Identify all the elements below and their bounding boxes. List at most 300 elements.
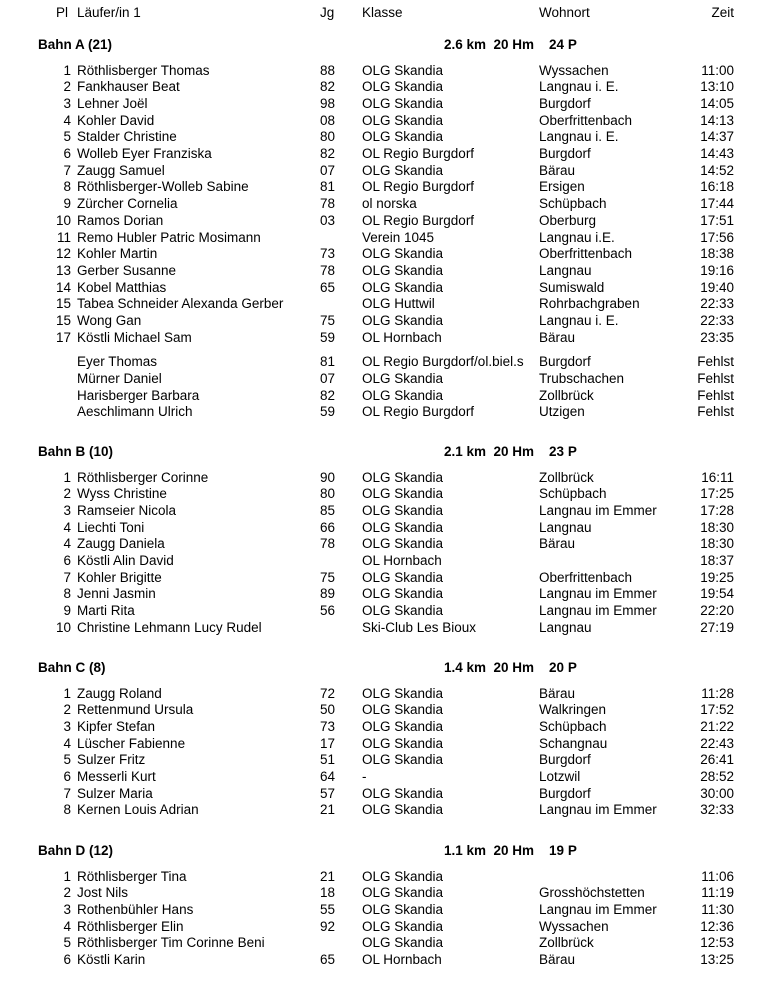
club: OLG Skandia <box>362 868 444 884</box>
birth-year: 50 <box>320 702 336 718</box>
placing: 2 <box>63 702 71 718</box>
result-row <box>0 951 778 968</box>
finish-time: 22:43 <box>700 735 734 751</box>
runner-name: Zaugg Roland <box>77 685 162 701</box>
result-row <box>0 502 778 519</box>
result-row <box>0 212 778 229</box>
runner-name: Sulzer Maria <box>77 785 153 801</box>
hometown: Rohrbachgraben <box>539 296 640 312</box>
placing: 4 <box>63 536 71 552</box>
placing: 1 <box>63 62 71 78</box>
result-row <box>0 387 778 404</box>
birth-year: 78 <box>320 262 336 278</box>
hometown: Langnau im Emmer <box>539 502 657 518</box>
runner-name: Eyer Thomas <box>77 354 158 370</box>
placing: 3 <box>63 502 71 518</box>
result-row <box>0 768 778 785</box>
result-row <box>0 751 778 768</box>
runner-name: Rothenbühler Hans <box>77 901 194 917</box>
club: OLG Skandia <box>362 79 444 95</box>
result-row <box>0 162 778 179</box>
finish-time: 30:00 <box>700 785 734 801</box>
result-row <box>0 178 778 195</box>
section-title: Bahn A (21) <box>38 37 113 52</box>
result-row <box>0 868 778 885</box>
hometown: Burgdorf <box>539 95 591 111</box>
finish-time: 32:33 <box>700 802 734 818</box>
club: OL Hornbach <box>362 329 442 345</box>
finish-time: 17:44 <box>700 196 734 212</box>
result-row <box>0 128 778 145</box>
finish-time: 14:37 <box>700 129 734 145</box>
finish-time: 13:25 <box>700 952 734 967</box>
placing: 5 <box>63 935 71 951</box>
finish-time: 11:19 <box>701 885 734 901</box>
hometown: Burgdorf <box>539 752 591 768</box>
placing: 2 <box>63 79 71 95</box>
birth-year: 81 <box>320 179 336 195</box>
finish-time: 19:16 <box>700 262 734 278</box>
placing: 6 <box>63 553 71 568</box>
runner-name: Köstli Michael Sam <box>77 329 192 345</box>
hometown: Wyssachen <box>539 62 609 78</box>
result-row <box>0 245 778 262</box>
hometown: Bärau <box>539 536 576 552</box>
birth-year: 55 <box>320 901 336 917</box>
section-heading <box>0 842 778 859</box>
birth-year: 18 <box>320 885 336 901</box>
result-row <box>0 403 778 420</box>
birth-year: 65 <box>320 279 336 295</box>
finish-time: 19:25 <box>700 569 734 585</box>
placing: 12 <box>55 246 71 262</box>
runner-name: Gerber Susanne <box>77 262 177 278</box>
section-heading <box>0 36 778 53</box>
runner-name: Zaugg Daniela <box>77 536 165 552</box>
runner-name: Stalder Christine <box>77 129 177 145</box>
runner-name: Sulzer Fritz <box>77 752 146 768</box>
placing: 10 <box>55 212 71 228</box>
hometown: Lotzwil <box>539 769 581 784</box>
placing: 14 <box>55 279 71 295</box>
placing: 2 <box>63 885 71 901</box>
placing: 8 <box>63 179 71 195</box>
club: OLG Skandia <box>362 279 444 295</box>
birth-year: 75 <box>320 569 336 585</box>
birth-year: 59 <box>320 329 336 345</box>
club: Ski-Club Les Bioux <box>362 619 477 635</box>
hometown: Trubschachen <box>539 370 625 386</box>
result-row <box>0 370 778 387</box>
finish-time: 23:35 <box>700 329 734 345</box>
finish-time: 11:06 <box>701 868 734 884</box>
finish-time: 22:33 <box>700 296 734 312</box>
result-row <box>0 295 778 312</box>
result-row <box>0 95 778 112</box>
club: OLG Skandia <box>362 702 444 718</box>
runner-name: Zürcher Cornelia <box>77 196 178 212</box>
placing: 11 <box>56 229 71 245</box>
finish-time: 27:19 <box>700 619 734 635</box>
hometown: Bärau <box>539 685 576 701</box>
section-course-info: 1.4 km 20 Hm 20 P <box>444 660 577 675</box>
hometown: Burgdorf <box>539 354 591 370</box>
runner-name: Wolleb Eyer Franziska <box>77 146 212 161</box>
club: OLG Skandia <box>362 62 444 78</box>
hometown: Oberfrittenbach <box>539 569 633 585</box>
club: OLG Skandia <box>362 129 444 145</box>
placing: 6 <box>63 146 71 161</box>
finish-time: 16:11 <box>701 469 734 485</box>
runner-name: Röthlisberger Elin <box>77 918 184 934</box>
club: OLG Skandia <box>362 387 444 403</box>
club: OLG Skandia <box>362 603 444 619</box>
hometown: Walkringen <box>539 702 607 718</box>
birth-year: 07 <box>320 162 336 178</box>
hometown: Schüpbach <box>539 486 607 502</box>
birth-year: 98 <box>320 95 336 111</box>
runner-name: Lehner Joël <box>77 95 148 111</box>
section-course-info: 1.1 km 20 Hm 19 P <box>444 843 577 858</box>
club: OL Regio Burgdorf <box>362 212 475 228</box>
birth-year: 21 <box>320 802 336 818</box>
placing: 4 <box>63 112 71 128</box>
birth-year: 73 <box>320 246 336 262</box>
birth-year: 92 <box>320 918 336 934</box>
section-course-info: 2.6 km 20 Hm 24 P <box>444 37 577 52</box>
club: OLG Skandia <box>362 162 444 178</box>
runner-name: Aeschlimann Ulrich <box>77 404 193 420</box>
hometown: Zollbrück <box>539 935 594 951</box>
placing: 3 <box>63 95 71 111</box>
birth-year: 73 <box>320 718 336 734</box>
club: OLG Skandia <box>362 918 444 934</box>
runner-name: Köstli Karin <box>77 952 146 967</box>
club: OLG Skandia <box>362 95 444 111</box>
result-row <box>0 701 778 718</box>
hometown: Bärau <box>539 329 576 345</box>
runner-name: Kohler Brigitte <box>77 569 162 585</box>
placing: 1 <box>63 469 71 485</box>
club: OLG Skandia <box>362 901 444 917</box>
birth-year: 85 <box>320 502 336 518</box>
finish-time: 18:30 <box>700 536 734 552</box>
runner-name: Wong Gan <box>77 313 142 328</box>
hometown: Langnau im Emmer <box>539 802 657 818</box>
birth-year: 81 <box>320 354 336 370</box>
runner-name: Ramos Dorian <box>77 212 164 228</box>
runner-name: Kohler David <box>77 112 155 128</box>
club: OLG Skandia <box>362 536 444 552</box>
club: OLG Skandia <box>362 752 444 768</box>
club: OLG Skandia <box>362 502 444 518</box>
result-row <box>0 112 778 129</box>
result-row <box>0 884 778 901</box>
placing: 8 <box>63 586 71 602</box>
placing: 5 <box>63 129 71 145</box>
runner-name: Mürner Daniel <box>77 370 162 386</box>
result-row <box>0 552 778 569</box>
runner-name: Lüscher Fabienne <box>77 735 186 751</box>
result-row <box>0 78 778 95</box>
result-row <box>0 535 778 552</box>
club: OL Hornbach <box>362 952 442 967</box>
birth-year: 59 <box>320 404 336 420</box>
placing: 10 <box>55 619 71 635</box>
runner-name: Marti Rita <box>77 603 135 619</box>
hometown: Utzigen <box>539 404 585 420</box>
birth-year: 82 <box>320 387 336 403</box>
result-row <box>0 735 778 752</box>
runner-name: Messerli Kurt <box>77 769 156 784</box>
hometown: Ersigen <box>539 179 585 195</box>
result-row <box>0 469 778 486</box>
birth-year: 56 <box>320 603 336 619</box>
birth-year: 08 <box>320 112 336 128</box>
birth-year: 07 <box>320 370 336 386</box>
finish-time: Fehlst <box>697 354 734 370</box>
result-row <box>0 145 778 162</box>
birth-year: 17 <box>320 735 336 751</box>
runner-name: Liechti Toni <box>77 519 145 535</box>
hometown: Langnau i. E. <box>539 129 619 145</box>
club: OLG Skandia <box>362 370 444 386</box>
hometown: Langnau im Emmer <box>539 901 657 917</box>
runner-name: Röthlisberger Thomas <box>77 62 210 78</box>
col-header-pl: Pl <box>56 5 69 20</box>
placing: 3 <box>63 901 71 917</box>
column-header-row <box>0 4 778 21</box>
section-heading <box>0 443 778 460</box>
result-row <box>0 585 778 602</box>
hometown: Langnau i. E. <box>539 79 619 95</box>
result-row <box>0 329 778 346</box>
hometown: Wyssachen <box>539 918 609 934</box>
runner-name: Kobel Matthias <box>77 279 167 295</box>
finish-time: 11:30 <box>701 901 734 917</box>
birth-year: 89 <box>320 586 336 602</box>
finish-time: 28:52 <box>700 769 734 784</box>
finish-time: Fehlst <box>697 370 734 386</box>
runner-name: Jenni Jasmin <box>77 586 156 602</box>
runner-name: Zaugg Samuel <box>77 162 165 178</box>
result-row <box>0 262 778 279</box>
hometown: Schüpbach <box>539 196 607 212</box>
placing: 15 <box>55 313 71 328</box>
result-row <box>0 485 778 502</box>
hometown: Langnau <box>539 519 592 535</box>
result-row <box>0 195 778 212</box>
hometown: Schangnau <box>539 735 608 751</box>
placing: 4 <box>63 735 71 751</box>
finish-time: 18:38 <box>700 246 734 262</box>
finish-time: 13:10 <box>700 79 734 95</box>
placing: 8 <box>63 802 71 818</box>
result-row <box>0 353 778 370</box>
hometown: Langnau <box>539 619 592 635</box>
club: OLG Skandia <box>362 569 444 585</box>
club: OLG Skandia <box>362 586 444 602</box>
club: OLG Skandia <box>362 262 444 278</box>
runner-name: Röthlisberger Tina <box>77 868 187 884</box>
club: OLG Skandia <box>362 685 444 701</box>
hometown: Oberfrittenbach <box>539 246 633 262</box>
placing: 6 <box>63 952 71 967</box>
birth-year: 88 <box>320 62 336 78</box>
result-row <box>0 901 778 918</box>
finish-time: 11:00 <box>701 62 734 78</box>
finish-time: 12:36 <box>700 918 734 934</box>
club: OLG Skandia <box>362 313 444 328</box>
club: OL Hornbach <box>362 553 442 568</box>
runner-name: Kipfer Stefan <box>77 718 156 734</box>
section-title: Bahn D (12) <box>38 843 114 858</box>
finish-time: 17:28 <box>700 502 734 518</box>
finish-time: Fehlst <box>697 387 734 403</box>
hometown: Langnau <box>539 262 592 278</box>
birth-year: 51 <box>320 752 336 768</box>
club: OLG Skandia <box>362 519 444 535</box>
result-row <box>0 619 778 636</box>
runner-name: Tabea Schneider Alexanda Gerber <box>77 296 284 312</box>
col-header-klasse: Klasse <box>362 5 403 20</box>
birth-year: 64 <box>320 769 336 784</box>
placing: 4 <box>63 918 71 934</box>
birth-year: 21 <box>320 868 336 884</box>
hometown: Sumiswald <box>539 279 605 295</box>
runner-name: Köstli Alin David <box>77 553 174 568</box>
runner-name: Jost Nils <box>77 885 129 901</box>
finish-time: 17:51 <box>700 212 734 228</box>
placing: 1 <box>63 685 71 701</box>
club: OLG Skandia <box>362 112 444 128</box>
hometown: Oberburg <box>539 212 597 228</box>
hometown: Zollbrück <box>539 469 594 485</box>
placing: 9 <box>63 603 71 619</box>
hometown: Bärau <box>539 952 576 967</box>
section-heading <box>0 659 778 676</box>
runner-name: Christine Lehmann Lucy Rudel <box>77 619 262 635</box>
hometown: Zollbrück <box>539 387 594 403</box>
finish-time: 14:52 <box>700 162 734 178</box>
placing: 1 <box>63 868 71 884</box>
club: OLG Skandia <box>362 802 444 818</box>
placing: 7 <box>63 569 71 585</box>
runner-name: Kohler Martin <box>77 246 158 262</box>
runner-name: Kernen Louis Adrian <box>77 802 199 818</box>
placing: 15 <box>55 296 71 312</box>
finish-time: 14:13 <box>700 112 734 128</box>
runner-name: Röthlisberger Tim Corinne Beni <box>77 935 265 951</box>
placing: 6 <box>63 769 71 784</box>
finish-time: 19:54 <box>700 586 734 602</box>
section-title: Bahn B (10) <box>38 444 114 459</box>
runner-name: Röthlisberger Corinne <box>77 469 209 485</box>
finish-time: 18:37 <box>700 553 734 568</box>
result-row <box>0 685 778 702</box>
placing: 2 <box>63 486 71 502</box>
club: OLG Skandia <box>362 935 444 951</box>
finish-time: 19:40 <box>700 279 734 295</box>
section-title: Bahn C (8) <box>38 660 106 675</box>
birth-year: 03 <box>320 212 336 228</box>
birth-year: 80 <box>320 129 336 145</box>
placing: 17 <box>55 329 71 345</box>
club: OLG Skandia <box>362 885 444 901</box>
birth-year: 82 <box>320 146 336 161</box>
col-header-jg: Jg <box>320 5 335 20</box>
result-row <box>0 229 778 246</box>
finish-time: Fehlst <box>697 404 734 420</box>
placing: 7 <box>63 785 71 801</box>
finish-time: 17:56 <box>700 229 734 245</box>
club: OL Regio Burgdorf <box>362 404 475 420</box>
birth-year: 90 <box>320 469 336 485</box>
club: OLG Skandia <box>362 246 444 262</box>
hometown: Langnau i.E. <box>539 229 615 245</box>
club: OLG Skandia <box>362 785 444 801</box>
runner-name: Röthlisberger-Wolleb Sabine <box>77 179 249 195</box>
section-course-info: 2.1 km 20 Hm 23 P <box>444 444 577 459</box>
finish-time: 14:43 <box>700 146 734 161</box>
birth-year: 78 <box>320 196 336 212</box>
hometown: Langnau im Emmer <box>539 603 657 619</box>
hometown: Schüpbach <box>539 718 607 734</box>
hometown: Langnau i. E. <box>539 313 619 328</box>
club: OLG Skandia <box>362 735 444 751</box>
result-row <box>0 934 778 951</box>
runner-name: Remo Hubler Patric Mosimann <box>77 229 261 245</box>
placing: 4 <box>63 519 71 535</box>
finish-time: 11:28 <box>701 685 734 701</box>
result-row <box>0 602 778 619</box>
hometown: Grosshöchstetten <box>539 885 645 901</box>
col-header-name: Läufer/in 1 <box>77 5 141 20</box>
placing: 7 <box>63 162 71 178</box>
birth-year: 75 <box>320 313 336 328</box>
club: OL Regio Burgdorf/ol.biel.s <box>362 354 524 370</box>
placing: 5 <box>63 752 71 768</box>
finish-time: 21:22 <box>700 718 734 734</box>
club: OLG Skandia <box>362 486 444 502</box>
club: OL Regio Burgdorf <box>362 146 475 161</box>
runner-name: Fankhauser Beat <box>77 79 180 95</box>
finish-time: 26:41 <box>700 752 734 768</box>
finish-time: 17:25 <box>700 486 734 502</box>
result-row <box>0 785 778 802</box>
club: OLG Skandia <box>362 718 444 734</box>
placing: 13 <box>55 262 71 278</box>
club: OL Regio Burgdorf <box>362 179 475 195</box>
birth-year: 82 <box>320 79 336 95</box>
finish-time: 16:18 <box>700 179 734 195</box>
col-header-zeit: Zeit <box>711 5 734 20</box>
finish-time: 14:05 <box>700 95 734 111</box>
runner-name: Wyss Christine <box>77 486 167 502</box>
hometown: Bärau <box>539 162 576 178</box>
result-row <box>0 279 778 296</box>
birth-year: 78 <box>320 536 336 552</box>
result-row <box>0 918 778 935</box>
finish-time: 22:33 <box>700 313 734 328</box>
finish-time: 17:52 <box>700 702 734 718</box>
birth-year: 80 <box>320 486 336 502</box>
placing: 3 <box>63 718 71 734</box>
hometown: Oberfrittenbach <box>539 112 633 128</box>
result-row <box>0 569 778 586</box>
hometown: Langnau im Emmer <box>539 586 657 602</box>
placing: 9 <box>63 196 71 212</box>
